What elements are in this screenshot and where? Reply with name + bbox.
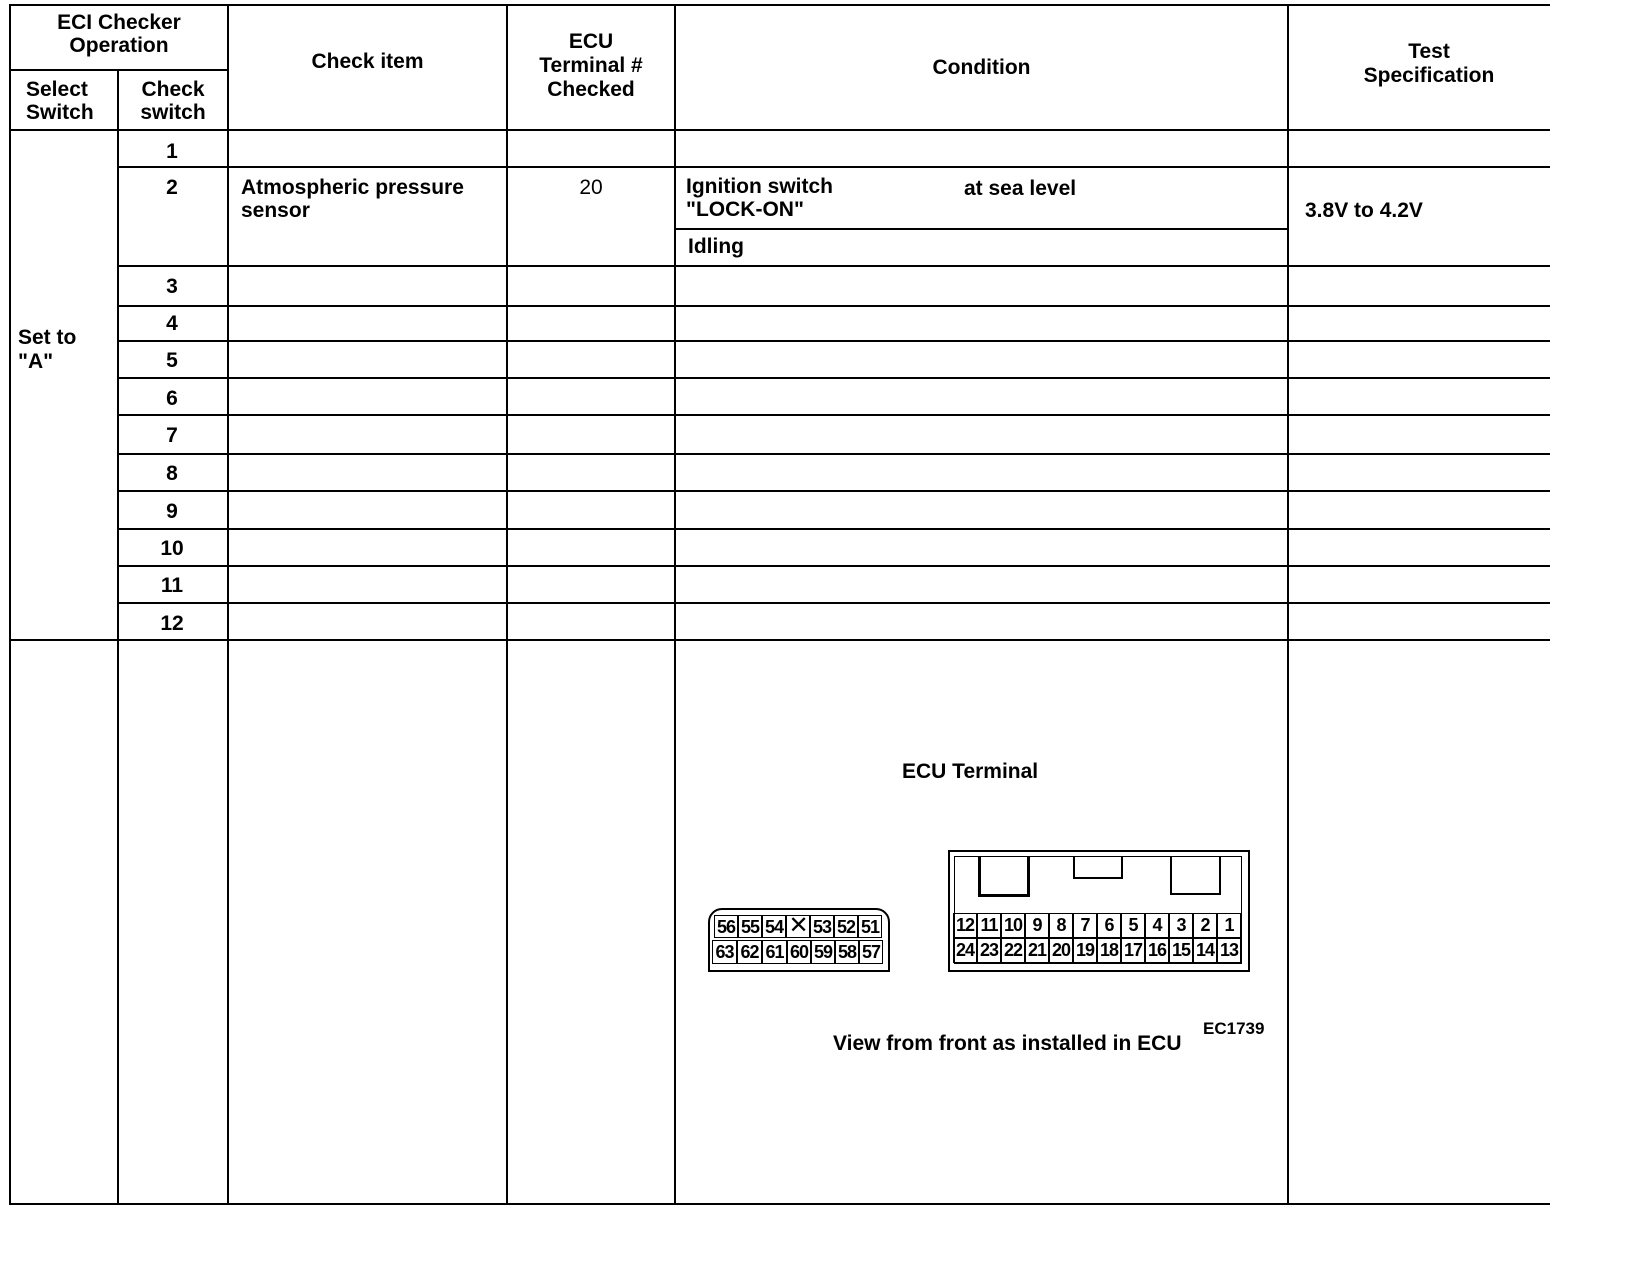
connector-pin: 22 [1001,938,1025,963]
row-line [9,639,1550,641]
header-ecu-terminal-checked: ECU Terminal # Checked [539,30,643,101]
connector-pin: 57 [859,940,883,964]
check-switch-number: 9 [166,500,178,523]
test-specification-value: 3.8V to 4.2V [1305,199,1423,222]
blank-pin-x: ✕ [786,915,810,938]
connector-pin: 54 [762,915,786,938]
header-check-item: Check item [311,50,424,73]
connector-pin: 1 [1217,913,1241,938]
connector-pin: 9 [1025,913,1049,938]
check-switch-number: 1 [166,140,178,163]
connector-pin: 11 [977,913,1001,938]
connector-key-slot [1170,857,1221,895]
connector-pin: 7 [1073,913,1097,938]
row-line [117,453,1550,455]
connector-pin: 61 [762,940,787,964]
connector-pin: 14 [1193,938,1217,963]
row-line [117,528,1550,530]
connector-pin: 15 [1169,938,1193,963]
header-select-switch: Select Switch [26,78,94,124]
connector-key-slot [978,857,1030,897]
header-check-switch: Check switch [140,78,206,124]
row-line [117,602,1550,604]
row-line [117,414,1550,416]
connector-pin: 18 [1097,938,1121,963]
connector-pin: 62 [737,940,762,964]
connector-pin: 59 [811,940,835,964]
connector-pin: 60 [787,940,811,964]
header-bottom-line [9,129,1550,131]
connector-pin: 5 [1121,913,1145,938]
connector-pin: 56 [714,915,738,938]
connector-pin: 16 [1145,938,1169,963]
check-switch-number: 6 [166,387,178,410]
condition-sea-level-note: at sea level [964,177,1077,200]
condition-idling: Idling [688,235,744,258]
check-switch-number: 3 [166,275,178,298]
check-switch-number: 2 [166,176,178,199]
header-condition: Condition [932,56,1031,79]
condition-ignition-switch: Ignition switch "LOCK-ON" [686,175,833,221]
diagram-caption: View from front as installed in ECU [833,1032,1182,1055]
row-line [117,377,1550,379]
row-line [117,305,1550,307]
header-test-specification: Test Specification [1363,40,1495,87]
column-line [227,4,229,1205]
connector-pin: 20 [1049,938,1073,963]
column-line [674,4,676,1205]
table-border-top [9,4,1550,6]
column-line [117,69,119,1205]
connector-pin: 58 [835,940,859,964]
connector-pin: 12 [953,913,977,938]
connector-pin: 10 [1001,913,1025,938]
check-switch-number: 10 [160,537,184,560]
connector-pin: 53 [810,915,834,938]
connector-pin: 4 [1145,913,1169,938]
row-line [117,166,1550,168]
connector-pin: 6 [1097,913,1121,938]
connector-pin: 24 [953,938,977,963]
table-border-left [9,4,11,1205]
check-switch-number: 4 [166,312,178,335]
row-line [117,490,1550,492]
condition-divider [676,228,1288,230]
connector-pin: 55 [738,915,762,938]
connector-pin: 21 [1025,938,1049,963]
connector-pin: 19 [1073,938,1097,963]
check-switch-number: 12 [160,612,184,635]
connector-pin: 13 [1217,938,1241,963]
connector-pin: 52 [834,915,858,938]
select-switch-value: Set to "A" [18,326,77,373]
connector-pin: 51 [858,915,882,938]
row-line [117,265,1550,267]
connector-pin: 3 [1169,913,1193,938]
table-border-bottom [9,1203,1550,1205]
check-switch-number: 7 [166,424,178,447]
connector-pin: 63 [712,940,737,964]
check-switch-number: 11 [160,574,184,597]
connector-pin: 17 [1121,938,1145,963]
row-line [117,565,1550,567]
connector-pin: 8 [1049,913,1073,938]
terminal-number: 20 [579,176,603,199]
check-switch-number: 8 [166,462,178,485]
connector-pin: 2 [1193,913,1217,938]
check-item-atmospheric-pressure-sensor: Atmospheric pressure sensor [241,176,464,222]
connector-key-slot [1073,857,1123,879]
connector-pin: 23 [977,938,1001,963]
header-eci-checker-operation: ECI Checker Operation [57,11,181,57]
check-switch-number: 5 [166,349,178,372]
figure-code: EC1739 [1203,1019,1265,1038]
ecu-terminal-title: ECU Terminal [902,760,1039,783]
row-line [117,340,1550,342]
